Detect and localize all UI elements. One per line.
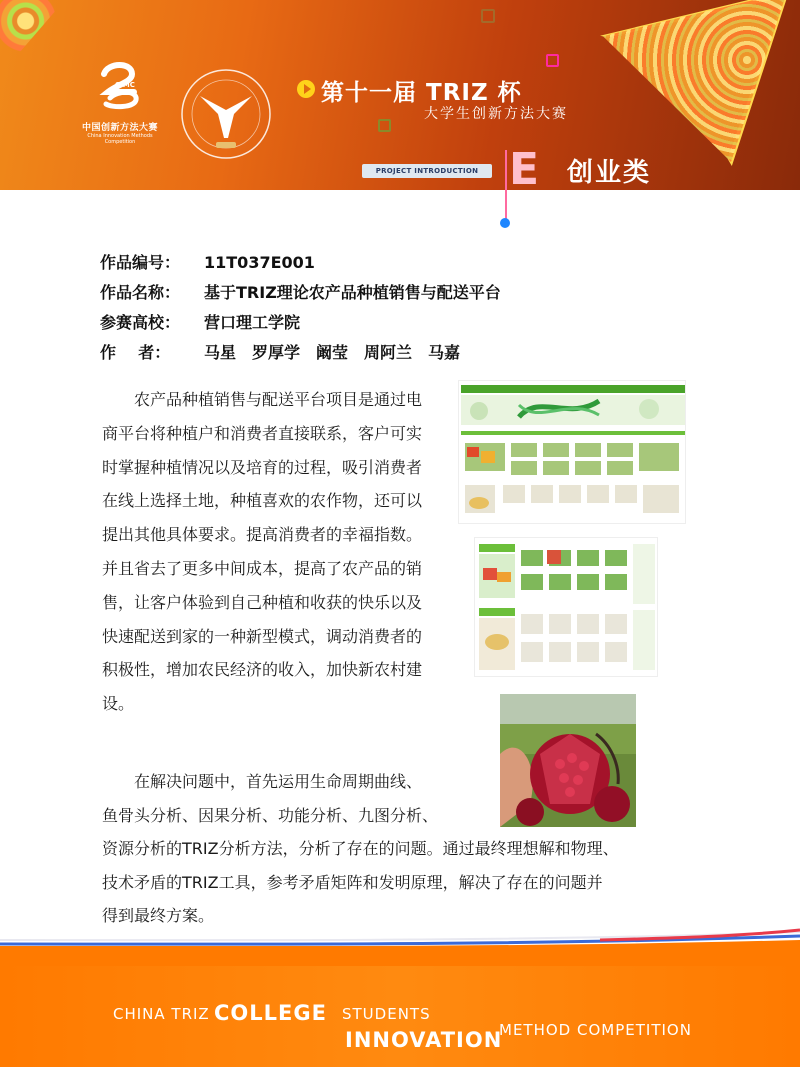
website-screenshot-image [475,538,658,677]
meta-row-id [100,248,501,278]
logo-english-name: China Innovation Methods Competition [87,133,153,145]
meta-row-school [100,308,501,338]
decorative-square [378,119,391,132]
meta-value: 11T037E001 [204,253,315,272]
solution-line: 得到最终方案。 [102,906,215,926]
description-paragraph: 农产品种植销售与配送平台项目是通过电商平台将种植户和消费者直接联系，客户可实时掌握种植情况以及培育的过程，吸引消费者在线上选择土地，种植喜欢的农作物，还可以提出其他具体要求。提高消费者的幸福指数。并且省去了更多中间成本，提高了农产品的销售，让客户体验到自己种植和收获的快乐以及快速配送到家的一种新型模式，调动消费者的积极性，增加农民经济的收入，加快新农村建设。 [102,390,423,714]
meta-row-authors [100,338,501,368]
meta-row-name [100,278,501,308]
footer-wave-decoration [0,926,800,966]
solution-line: 在解决问题中，首先运用生命周期曲线、 [134,772,423,791]
competition-title: 第十一届 TRIZ 杯 [321,80,522,106]
meta-key: 参赛高校： [100,313,181,332]
meta-value: 基于TRIZ理论农产品种植销售与配送平台 [204,283,501,302]
accent-dot [500,218,510,228]
category-label: 创业类 [567,158,652,188]
footer-word: METHOD COMPETITION [499,1021,692,1039]
solution-line: 技术矛盾的TRIZ工具，参考矛盾矩阵和发明原理，解决了存在的问题并 [102,872,603,892]
solution-line: 鱼骨头分析、因果分析、功能分析、九图分析、 [102,805,439,825]
footer-word: INNOVATION [345,1028,503,1052]
competition-subtitle: 大学生创新方法大赛 [424,106,568,122]
meta-value: 营口理工学院 [204,313,301,332]
meta-key: 作品名称： [100,283,181,302]
category-letter: E [509,144,540,190]
play-icon [297,80,315,98]
meta-key: 作品编号： [100,253,181,272]
meta-key: 作 者： [100,343,171,362]
footer-word: CHINA TRIZ [113,1005,210,1023]
footer-word: COLLEGE [214,1001,327,1025]
decorative-square [481,9,495,23]
decorative-triangle [603,0,800,162]
svg-text:CIMC: CIMC [115,81,135,89]
header-banner [0,0,800,190]
website-screenshot [458,380,686,524]
divider-line [505,150,507,222]
cimc-logo-icon [98,60,142,110]
decorative-square [546,54,559,67]
cimc-logo [78,60,162,144]
meta-value: 马星 罗厚学 阚莹 周阿兰 马嘉 [204,343,461,362]
footer-word: STUDENTS [342,1005,431,1023]
competition-emblem-icon [178,66,274,162]
solution-paragraph [102,765,702,933]
decorative-ring [0,0,70,54]
logo-chinese-name: 中国创新方法大赛 [81,123,158,133]
website-screenshot [474,537,658,677]
project-introduction-badge: PROJECT INTRODUCTION [362,164,492,178]
project-meta [100,248,501,368]
footer-slogan [0,996,800,1056]
solution-line: 资源分析的TRIZ分析方法，分析了存在的问题。通过最终理想解和物理、 [102,839,619,859]
website-screenshot-image [459,381,686,524]
